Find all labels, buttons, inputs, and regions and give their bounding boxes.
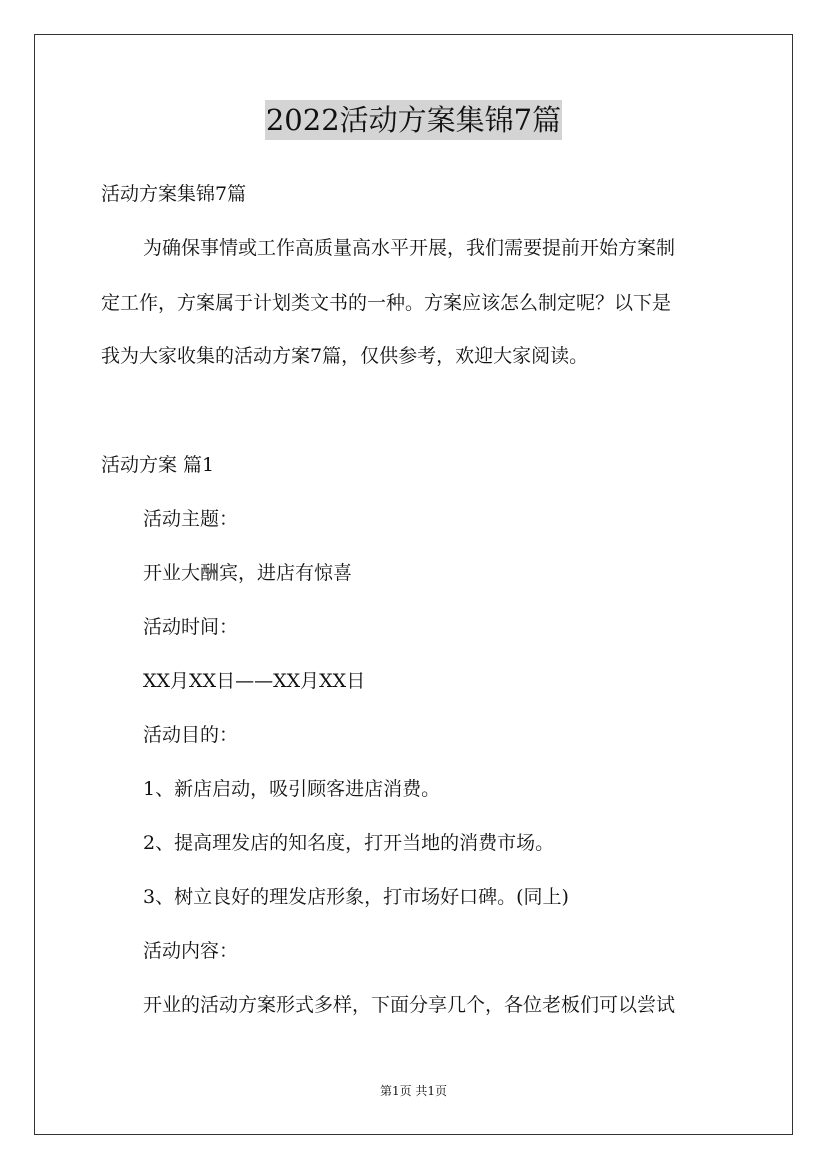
body-line: 活动内容： [143,940,239,962]
page-number-footer: 第1页 共1页 [379,1084,448,1098]
intro-line-2: 定工作，方案属于计划类文书的一种。方案应该怎么制定呢？以下是 [101,292,672,314]
body-line: 开业大酬宾，进店有惊喜 [143,562,353,584]
body-line: 活动目的： [143,724,239,746]
intro-line-3: 我为大家收集的活动方案7篇，仅供参考，欢迎大家阅读。 [101,345,589,367]
body-line: 2、提高理发店的知名度，打开当地的消费市场。 [143,832,555,854]
body-line: XX月XX日——XX月XX日 [143,670,366,692]
body-line: 1、新店启动，吸引顾客进店消费。 [143,778,441,800]
title-container [0,100,827,140]
body-line: 活动时间： [143,616,239,638]
section-heading: 活动方案 篇1 [101,454,215,476]
document-title: 2022活动方案集锦7篇 [265,100,562,140]
body-line: 活动主题： [143,508,239,530]
body-line: 开业的活动方案形式多样，下面分享几个，各位老板们可以尝试 [143,994,676,1016]
body-line: 3、树立良好的理发店形象，打市场好口碑。(同上) [143,886,569,908]
intro-line-1: 为确保事情或工作高质量高水平开展，我们需要提前开始方案制 [143,237,676,259]
document-subtitle: 活动方案集锦7篇 [101,183,247,205]
